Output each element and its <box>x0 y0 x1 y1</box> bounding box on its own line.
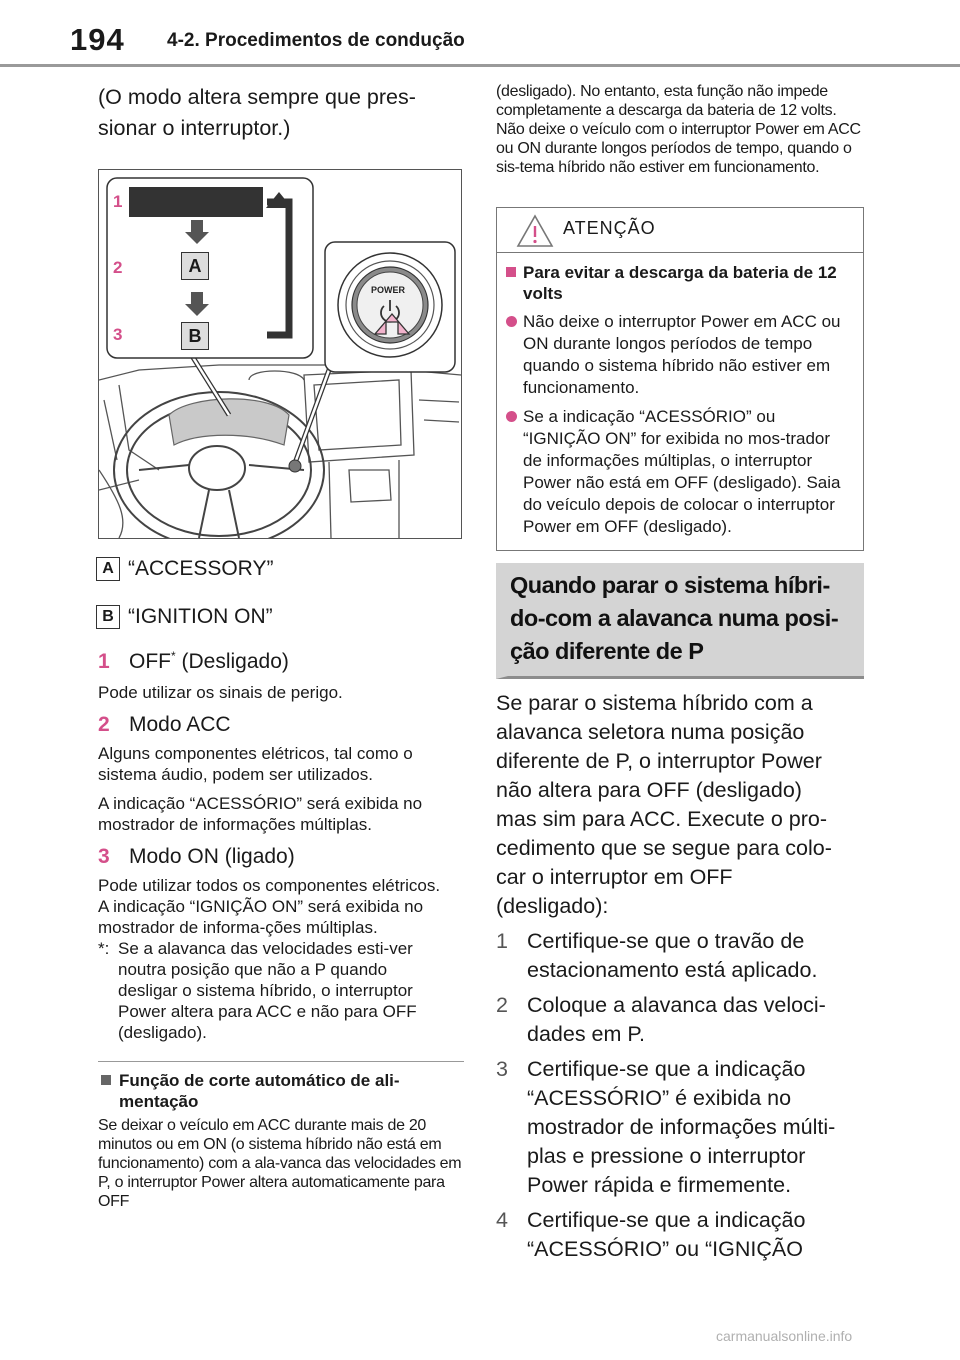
left-column <box>98 82 464 1211</box>
warning-box <box>496 207 864 551</box>
procedure-step-3 <box>496 1055 864 1200</box>
footnote <box>98 938 464 1043</box>
procedure-step-1-number: 1 <box>496 929 508 953</box>
step-2-title: Modo ACC <box>129 713 231 736</box>
bullet-dot-icon <box>506 411 517 422</box>
procedure-step-1-text: Certifique-se que o travão de estacionamento está aplicado. <box>527 929 818 982</box>
step-1-desc: Pode utilizar os sinais de perigo. <box>98 683 343 702</box>
square-bullet-icon <box>506 267 516 277</box>
step-2-desc-2: A indicação “ACESSÓRIO” será exibida no mostrador de informações múltiplas. <box>98 794 423 834</box>
procedure-step-3-text: Certifique-se que a indicação “ACESSÓRIO” é exibida no mostrador de informações múlti-plas e pressione o interruptor Power rápida e firmemente. <box>527 1057 836 1197</box>
step-1-heading <box>98 649 464 674</box>
dashboard-illustration <box>99 170 461 538</box>
right-column <box>496 82 864 1264</box>
bullet-dot-icon <box>506 316 517 327</box>
header-rule <box>0 64 960 67</box>
section-heading-line-2: do-com a alavanca numa posi- <box>510 605 839 631</box>
step-2-heading <box>98 713 464 737</box>
figure-box-b: B <box>181 322 209 350</box>
warning-triangle-icon <box>515 213 555 249</box>
section-heading-band <box>496 563 864 679</box>
warning-item-2 <box>505 406 849 538</box>
step-3-desc: Pode utilizar todos os componentes elétricos. A indicação “IGNIÇÃO ON” será exibida no mostrador de informa-ções múltiplas. <box>98 876 441 937</box>
section-heading-line-3: ção diferente de P <box>510 638 704 664</box>
warning-body <box>497 253 863 550</box>
auto-cut-heading <box>98 1070 464 1112</box>
power-button-label: POWER <box>371 285 406 295</box>
procedure-step-1 <box>496 927 864 985</box>
figure-step-3: 3 <box>113 325 123 344</box>
page-number: 194 <box>70 22 125 57</box>
legend-a <box>98 553 464 585</box>
warning-item-2-text: Se a indicação “ACESSÓRIO” ou “IGNIÇÃO ON” for exibida no mos-trador de informações múltiplas, o interruptor Power não está em OFF (desligado). Saia do veículo depois de colocar o interruptor Power em OFF (desligado). <box>523 407 841 536</box>
procedure-step-4 <box>496 1206 864 1264</box>
legend-key-b: B <box>96 605 120 629</box>
section-title: 4-2. Procedimentos de condução <box>167 30 465 51</box>
step-2-desc-1: Alguns componentes elétricos, tal como o sistema áudio, podem ser utilizados. <box>98 744 413 784</box>
procedure-step-3-number: 3 <box>496 1057 508 1081</box>
procedure-step-2-number: 2 <box>496 993 508 1017</box>
procedure-step-2-text: Coloque a alavanca das veloci-dades em P. <box>527 993 826 1046</box>
power-switch-figure <box>98 169 462 539</box>
intro-text: (O modo altera sempre que pres-sionar o interruptor.) <box>98 85 416 140</box>
step-3-number: 3 <box>98 845 110 868</box>
warning-heading-text: Para evitar a descarga da bateria de 12 volts <box>523 263 837 303</box>
square-bullet-icon <box>101 1075 111 1085</box>
procedure-step-4-text: Certifique-se que a indicação “ACESSÓRIO” ou “IGNIÇÃO <box>527 1208 806 1261</box>
warning-item-1 <box>505 311 849 399</box>
figure-step-2: 2 <box>113 258 123 277</box>
step-1-title: OFF* (Desligado) <box>129 649 289 673</box>
figure-box-a: A <box>181 252 209 280</box>
step-3-title: Modo ON (ligado) <box>129 845 295 868</box>
procedure-step-4-number: 4 <box>496 1208 508 1232</box>
step-1-number: 1 <box>98 650 110 673</box>
footnote-key: *: <box>98 939 110 958</box>
step-3-heading <box>98 845 464 869</box>
auto-cut-title: Função de corte automático de ali-mentação <box>119 1071 400 1111</box>
legend-key-a: A <box>96 557 120 581</box>
procedure-step-2 <box>496 991 864 1049</box>
warning-heading <box>505 262 849 304</box>
continued-text: (desligado). No entanto, esta função não impede completamente a descarga da bateria de 12 volts. Não deixe o veículo com o interruptor Power em ACC ou ON durante longos períodos de tempo, quando o sis-tema híbrido não estiver em funcionamento. <box>496 83 861 176</box>
footnote-text: Se a alavanca das velocidades esti-ver noutra posição que não a P quando desligar o sistema híbrido, o interruptor Power altera para ACC e não para OFF (desligado). <box>118 939 417 1042</box>
section-divider <box>98 1061 464 1062</box>
watermark: carmanualsonline.info <box>716 1328 853 1344</box>
body-text: Se parar o sistema híbrido com a alavanca seletora numa posição diferente de P, o interruptor Power não altera para OFF (desligado) mas sim para ACC. Execute o pro-cedimento que se segue para colo-car o interruptor em OFF (desligado): <box>496 691 832 918</box>
section-heading-line-1: Quando parar o sistema híbri- <box>510 572 830 598</box>
step-2-number: 2 <box>98 713 110 736</box>
legend-b <box>98 601 464 633</box>
warning-header <box>497 208 863 253</box>
warning-label: ATENÇÃO <box>563 218 656 238</box>
off-display-bar <box>129 187 263 217</box>
figure-step-1: 1 <box>113 192 123 211</box>
warning-item-1-text: Não deixe o interruptor Power em ACC ou ON durante longos períodos de tempo quando o sistema híbrido não estiver em funcionamento. <box>523 312 841 397</box>
auto-cut-text: Se deixar o veículo em ACC durante mais de 20 minutos ou em ON (o sistema híbrido não está em funcionamento) com a ala-vanca das velocidades em P, o interruptor Power altera automaticamente para OFF <box>98 1117 462 1210</box>
legend-text-a: “ACCESSORY” <box>128 557 274 580</box>
legend-text-b: “IGNITION ON” <box>128 605 273 628</box>
